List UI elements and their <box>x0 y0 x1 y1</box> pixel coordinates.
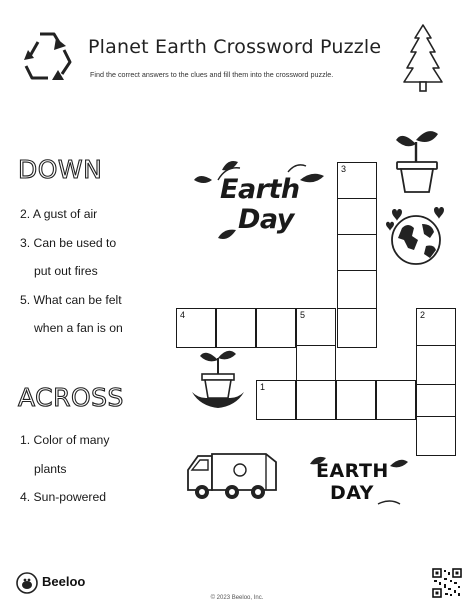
clue-number-3: 3 <box>341 164 347 174</box>
across-clue-1: 1. Color of many <box>20 433 110 447</box>
down-clue-3: 3. Can be used to <box>20 236 117 250</box>
earth-day2-word-2: DAY <box>330 482 374 504</box>
grid-cell[interactable] <box>296 308 336 348</box>
grid-cell[interactable] <box>337 270 377 310</box>
globe-hearts-icon <box>384 204 450 268</box>
grid-cell[interactable] <box>337 162 377 202</box>
earth-day-badge-2 <box>306 450 410 510</box>
grid-cell[interactable] <box>296 380 336 420</box>
grid-cell[interactable] <box>337 198 377 238</box>
brand-name: Beeloo <box>42 574 86 589</box>
clue-number-2: 2 <box>420 310 426 320</box>
down-clue-2: 2. A gust of air <box>20 207 98 221</box>
across-heading: ACROSS <box>18 383 124 412</box>
grid-cell[interactable] <box>256 308 296 348</box>
grid-cell[interactable] <box>336 380 376 420</box>
grid-cell[interactable] <box>416 380 456 420</box>
grid-cell[interactable] <box>216 308 256 348</box>
earth-day2-word-1: EARTH <box>316 460 389 482</box>
across-clue-1-cont: plants <box>34 462 67 476</box>
earth-day-word-1: Earth <box>220 174 300 205</box>
recycle-icon <box>18 26 76 84</box>
down-clue-3-cont: put out fires <box>34 264 98 278</box>
grid-cell[interactable] <box>416 345 456 385</box>
grid-cell[interactable] <box>296 345 336 385</box>
potted-sprout-icon <box>394 128 440 196</box>
garbage-truck-icon <box>184 448 284 504</box>
earth-day-badge <box>192 158 332 248</box>
grid-cell[interactable] <box>376 380 416 420</box>
grid-cell[interactable] <box>337 308 377 348</box>
grid-cell[interactable] <box>176 308 216 348</box>
grid-cell[interactable] <box>256 380 296 420</box>
across-clue-4: 4. Sun-powered <box>20 490 107 504</box>
page-title: Planet Earth Crossword Puzzle <box>88 36 382 58</box>
pine-tree-icon <box>400 22 446 94</box>
down-clue-5: 5. What can be felt <box>20 293 122 307</box>
page-subtitle: Find the correct answers to the clues and fill them into the crossword puzzle. <box>90 70 334 79</box>
clue-number-4: 4 <box>180 310 186 320</box>
clue-number-1: 1 <box>260 382 266 392</box>
down-clue-5-cont: when a fan is on <box>34 321 123 335</box>
clue-number-5: 5 <box>300 310 306 320</box>
copyright: © 2023 Beeloo, Inc. <box>210 595 264 601</box>
down-heading: DOWN <box>18 155 103 184</box>
earth-day-word-2: Day <box>238 204 294 235</box>
bee-logo-icon <box>16 572 38 594</box>
hands-plant-icon <box>190 348 246 416</box>
qr-code-icon <box>432 568 462 598</box>
grid-cell[interactable] <box>416 416 456 456</box>
grid-cell[interactable] <box>416 308 456 348</box>
grid-cell[interactable] <box>337 234 377 274</box>
